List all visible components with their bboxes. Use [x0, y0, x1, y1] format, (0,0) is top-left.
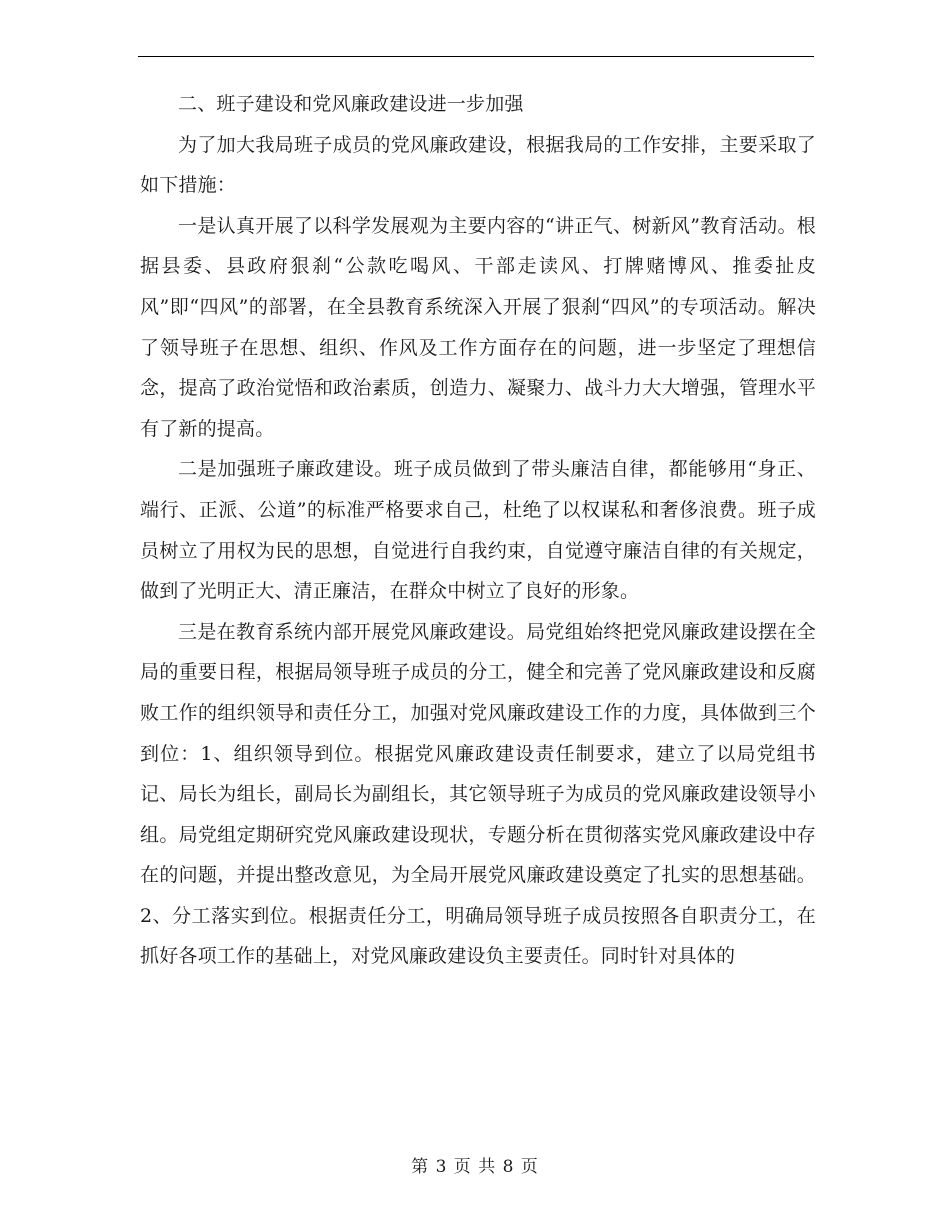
- paragraph-measure-1: 一是认真开展了以科学发展观为主要内容的“讲正气、树新风”教育活动。根据县委、县政府狠刹“公款吃喝风、干部走读风、打牌赌博风、推委扯皮风”即“四风”的部署，在全县教育系统深入开展了狠刹“四风”的专项活动。解决了领导班子在思想、组织、作风及工作方面存在的问题，进一步坚定了理想信念，提高了政治觉悟和政治素质，创造力、凝聚力、战斗力大大增强，管理水平有了新的提高。: [140, 214, 816, 440]
- paragraph-measure-2: 二是加强班子廉政建设。班子成员做到了带头廉洁自律，都能够用“身正、端行、正派、公道”的标准严格要求自己，杜绝了以权谋私和奢侈浪费。班子成员树立了用权为民的思想，自觉进行自我约束，自觉遵守廉洁自律的有关规定，做到了光明正大、清正廉洁，在群众中树立了良好的形象。: [140, 458, 816, 603]
- section-heading: 二、班子建设和党风廉政建设进一步加强: [178, 93, 524, 115]
- intro-paragraph: 为了加大我局班子成员的党风廉政建设，根据我局的工作安排，主要采取了如下措施：: [140, 133, 816, 197]
- paragraph-measure-3: 三是在教育系统内部开展党风廉政建设。局党组始终把党风廉政建设摆在全局的重要日程，根据局领导班子成员的分工，健全和完善了党风廉政建设和反腐败工作的组织领导和责任分工，加强对党风廉政建设工作的力度，具体做到三个到位：1、组织领导到位。根据党风廉政建设责任制要求，建立了以局党组书记、局长为组长，副局长为副组长，其它领导班子为成员的党风廉政建设领导小组。局党组定期研究党风廉政建设现状，专题分析在贯彻落实党风廉政建设中存在的问题，并提出整改意见，为全局开展党风廉政建设奠定了扎实的思想基础。2、分工落实到位。根据责任分工，明确局领导班子成员按照各自职责分工，在抓好各项工作的基础上，对党风廉政建设负主要责任。同时针对具体的: [140, 620, 816, 968]
- header-rule: [138, 56, 814, 57]
- page-number: 第 3 页 共 8 页: [411, 1157, 539, 1177]
- document-body: [140, 84, 816, 977]
- page-footer: [0, 1152, 950, 1177]
